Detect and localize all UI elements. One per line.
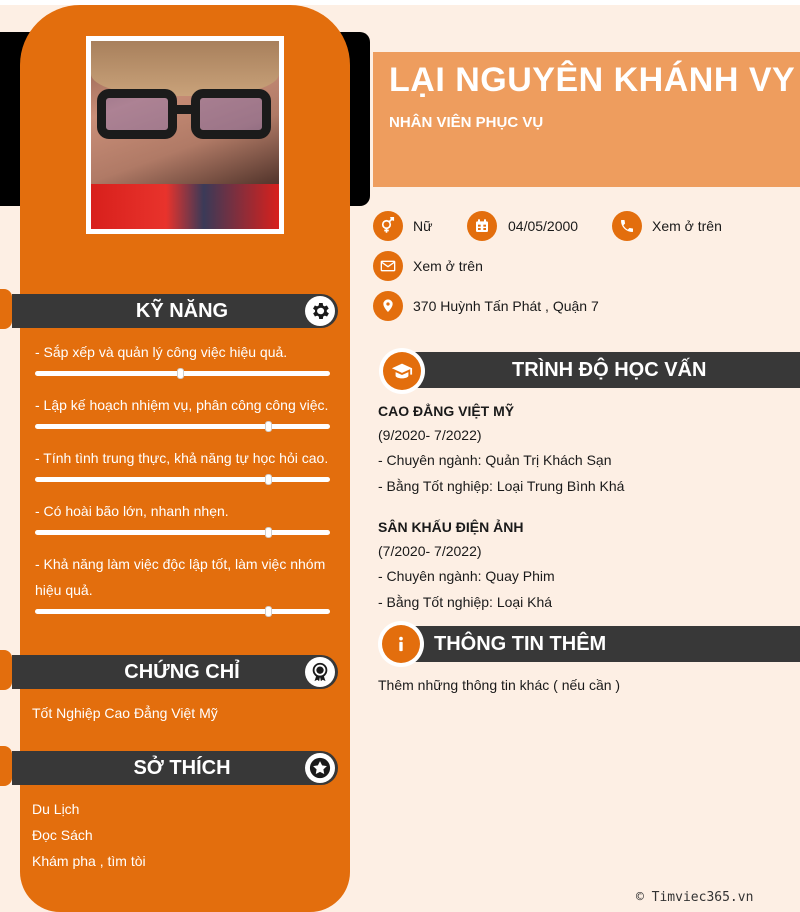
skill-level-knob bbox=[177, 368, 184, 379]
education-period: (9/2020- 7/2022) bbox=[378, 427, 482, 443]
education-major: - Chuyên ngành: Quay Phim bbox=[378, 568, 555, 584]
info-icon bbox=[378, 621, 424, 667]
extra-info-text: Thêm những thông tin khác ( nếu cần ) bbox=[378, 677, 621, 693]
education-school: CAO ĐẲNG VIỆT MỸ bbox=[378, 403, 515, 419]
education-title: TRÌNH ĐỘ HỌC VẤN bbox=[512, 359, 707, 381]
skill-level-bar bbox=[35, 424, 330, 429]
award-icon bbox=[305, 657, 335, 687]
hobbies-header bbox=[12, 751, 338, 785]
hobbies-title: SỞ THÍCH bbox=[133, 757, 231, 779]
education-degree: - Bằng Tốt nghiệp: Loại Trung Bình Khá bbox=[378, 478, 625, 494]
education-period: (7/2020- 7/2022) bbox=[378, 543, 482, 559]
calendar-icon bbox=[467, 211, 497, 241]
skill-item: - Lập kế hoạch nhiệm vụ, phân công công việc. bbox=[35, 397, 329, 413]
certificates-title: CHỨNG CHỈ bbox=[124, 661, 240, 683]
skill-item: - Sắp xếp và quản lý công việc hiệu quả. bbox=[35, 344, 288, 360]
skills-title: KỸ NĂNG bbox=[135, 300, 229, 322]
skill-item: - Khả năng làm việc độc lập tốt, làm việc nhóm hiệu quả. bbox=[35, 556, 326, 598]
skill-level-knob bbox=[265, 527, 272, 538]
star-icon bbox=[305, 753, 335, 783]
skills-side-tab bbox=[0, 289, 12, 329]
skill-level-knob bbox=[265, 474, 272, 485]
hobbies-side-tab bbox=[0, 746, 12, 786]
profile-photo-image bbox=[91, 41, 279, 229]
profile-photo bbox=[86, 36, 284, 234]
footer-credit: © Timviec365.vn bbox=[636, 890, 754, 905]
skill-level-bar bbox=[35, 609, 330, 614]
hobby-item: Khám pha , tìm tòi bbox=[32, 853, 146, 869]
gear-icon bbox=[305, 296, 335, 326]
skill-level-knob bbox=[265, 421, 272, 432]
skill-level-bar bbox=[35, 530, 330, 535]
phone-value: Xem ở trên bbox=[652, 218, 722, 234]
skill-level-bar bbox=[35, 477, 330, 482]
birthday-value: 04/05/2000 bbox=[508, 218, 579, 234]
education-school: SÂN KHẤU ĐIỆN ẢNH bbox=[378, 519, 524, 535]
name-header bbox=[373, 52, 800, 187]
skill-level-bar bbox=[35, 371, 330, 376]
skill-level-knob bbox=[265, 606, 272, 617]
graduation-cap-icon bbox=[379, 348, 425, 394]
email-value: Xem ở trên bbox=[413, 258, 483, 274]
job-title: NHÂN VIÊN PHỤC VỤ bbox=[389, 114, 544, 131]
certificates-side-tab bbox=[0, 650, 12, 690]
skill-item: - Có hoài bão lớn, nhanh nhẹn. bbox=[35, 503, 229, 519]
hobby-item: Du Lịch bbox=[32, 801, 80, 817]
phone-icon bbox=[612, 211, 642, 241]
full-name: LẠI NGUYÊN KHÁNH VY bbox=[389, 61, 796, 99]
education-degree: - Bằng Tốt nghiệp: Loại Khá bbox=[378, 594, 553, 610]
certificate-item: Tốt Nghiệp Cao Đẳng Việt Mỹ bbox=[32, 705, 218, 721]
address-value: 370 Huỳnh Tấn Phát , Quận 7 bbox=[413, 298, 599, 314]
email-icon bbox=[373, 251, 403, 281]
location-icon bbox=[373, 291, 403, 321]
gender-icon bbox=[373, 211, 403, 241]
cv-page bbox=[0, 5, 800, 912]
certificates-header bbox=[12, 655, 338, 689]
extra-info-title: THÔNG TIN THÊM bbox=[434, 633, 607, 655]
education-major: - Chuyên ngành: Quản Trị Khách Sạn bbox=[378, 452, 612, 468]
skill-item: - Tính tình trung thực, khả năng tự học hỏi cao. bbox=[35, 450, 329, 466]
gender-value: Nữ bbox=[413, 218, 433, 234]
skills-header bbox=[12, 294, 338, 328]
hobby-item: Đọc Sách bbox=[32, 827, 93, 843]
